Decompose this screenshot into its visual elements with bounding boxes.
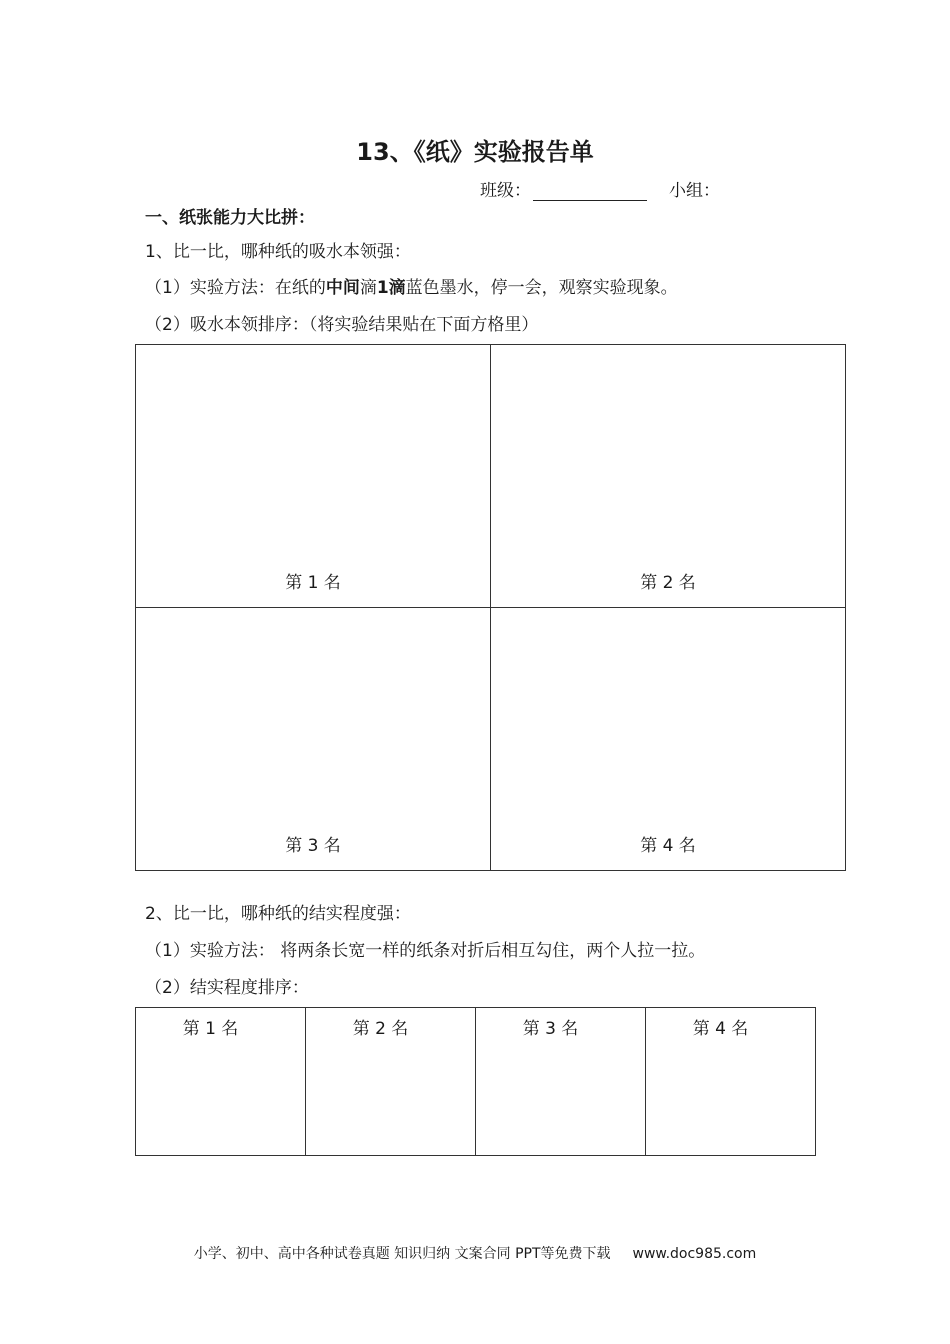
absorbency-grid [135, 344, 846, 871]
rank-label: 第 4 名 [692, 1019, 749, 1039]
section1-question: 1、比一比，哪种纸的吸水本领强： [145, 242, 411, 262]
method-prefix: （1）实验方法：在纸的 [145, 278, 326, 298]
section1-heading: 一、纸张能力大比拼： [145, 208, 315, 228]
page-title: 13、《纸》实验报告单 [356, 138, 594, 166]
strength-cell-2[interactable] [306, 1008, 476, 1156]
strength-cell-3[interactable] [476, 1008, 646, 1156]
absorbency-cell-1[interactable] [136, 345, 491, 608]
section2-rank-label: （2）结实程度排序： [145, 978, 309, 998]
section2-question: 2、比一比，哪种纸的结实程度强： [145, 904, 411, 924]
rank-label: 第 2 名 [640, 573, 696, 593]
section2-method: （1）实验方法： 将两条长宽一样的纸条对折后相互勾住，两个人拉一拉。 [145, 941, 706, 961]
method-bold-middle: 中间 [325, 278, 360, 298]
method-bold-drop: 1滴 [376, 278, 406, 298]
section1-rank-label: （2）吸水本领排序：（将实验结果贴在下面方格里） [145, 315, 539, 335]
absorbency-cell-4[interactable] [491, 608, 846, 871]
strength-cell-1[interactable] [136, 1008, 306, 1156]
class-blank[interactable] [533, 182, 647, 201]
rank-label: 第 4 名 [640, 836, 696, 856]
rank-label: 第 1 名 [285, 573, 341, 593]
footer-text: 小学、初中、高中各种试卷真题 知识归纳 文案合同 PPT等免费下载 [193, 1246, 611, 1262]
method-suffix: 蓝色墨水，停一会，观察实验现象。 [405, 278, 678, 298]
rank-label: 第 1 名 [182, 1019, 239, 1039]
class-group-row [480, 176, 720, 201]
absorbency-cell-3[interactable] [136, 608, 491, 871]
rank-label: 第 2 名 [352, 1019, 409, 1039]
strength-cell-4[interactable] [646, 1008, 816, 1156]
class-label: 班级： [480, 181, 531, 201]
section1-method [145, 273, 678, 298]
absorbency-cell-2[interactable] [491, 345, 846, 608]
strength-grid [135, 1007, 816, 1156]
method-mid: 滴 [359, 278, 377, 298]
group-label: 小组： [669, 181, 720, 201]
rank-label: 第 3 名 [285, 836, 341, 856]
rank-label: 第 3 名 [522, 1019, 579, 1039]
footer-url[interactable]: www.doc985.com [632, 1246, 757, 1262]
footer [0, 1243, 950, 1263]
